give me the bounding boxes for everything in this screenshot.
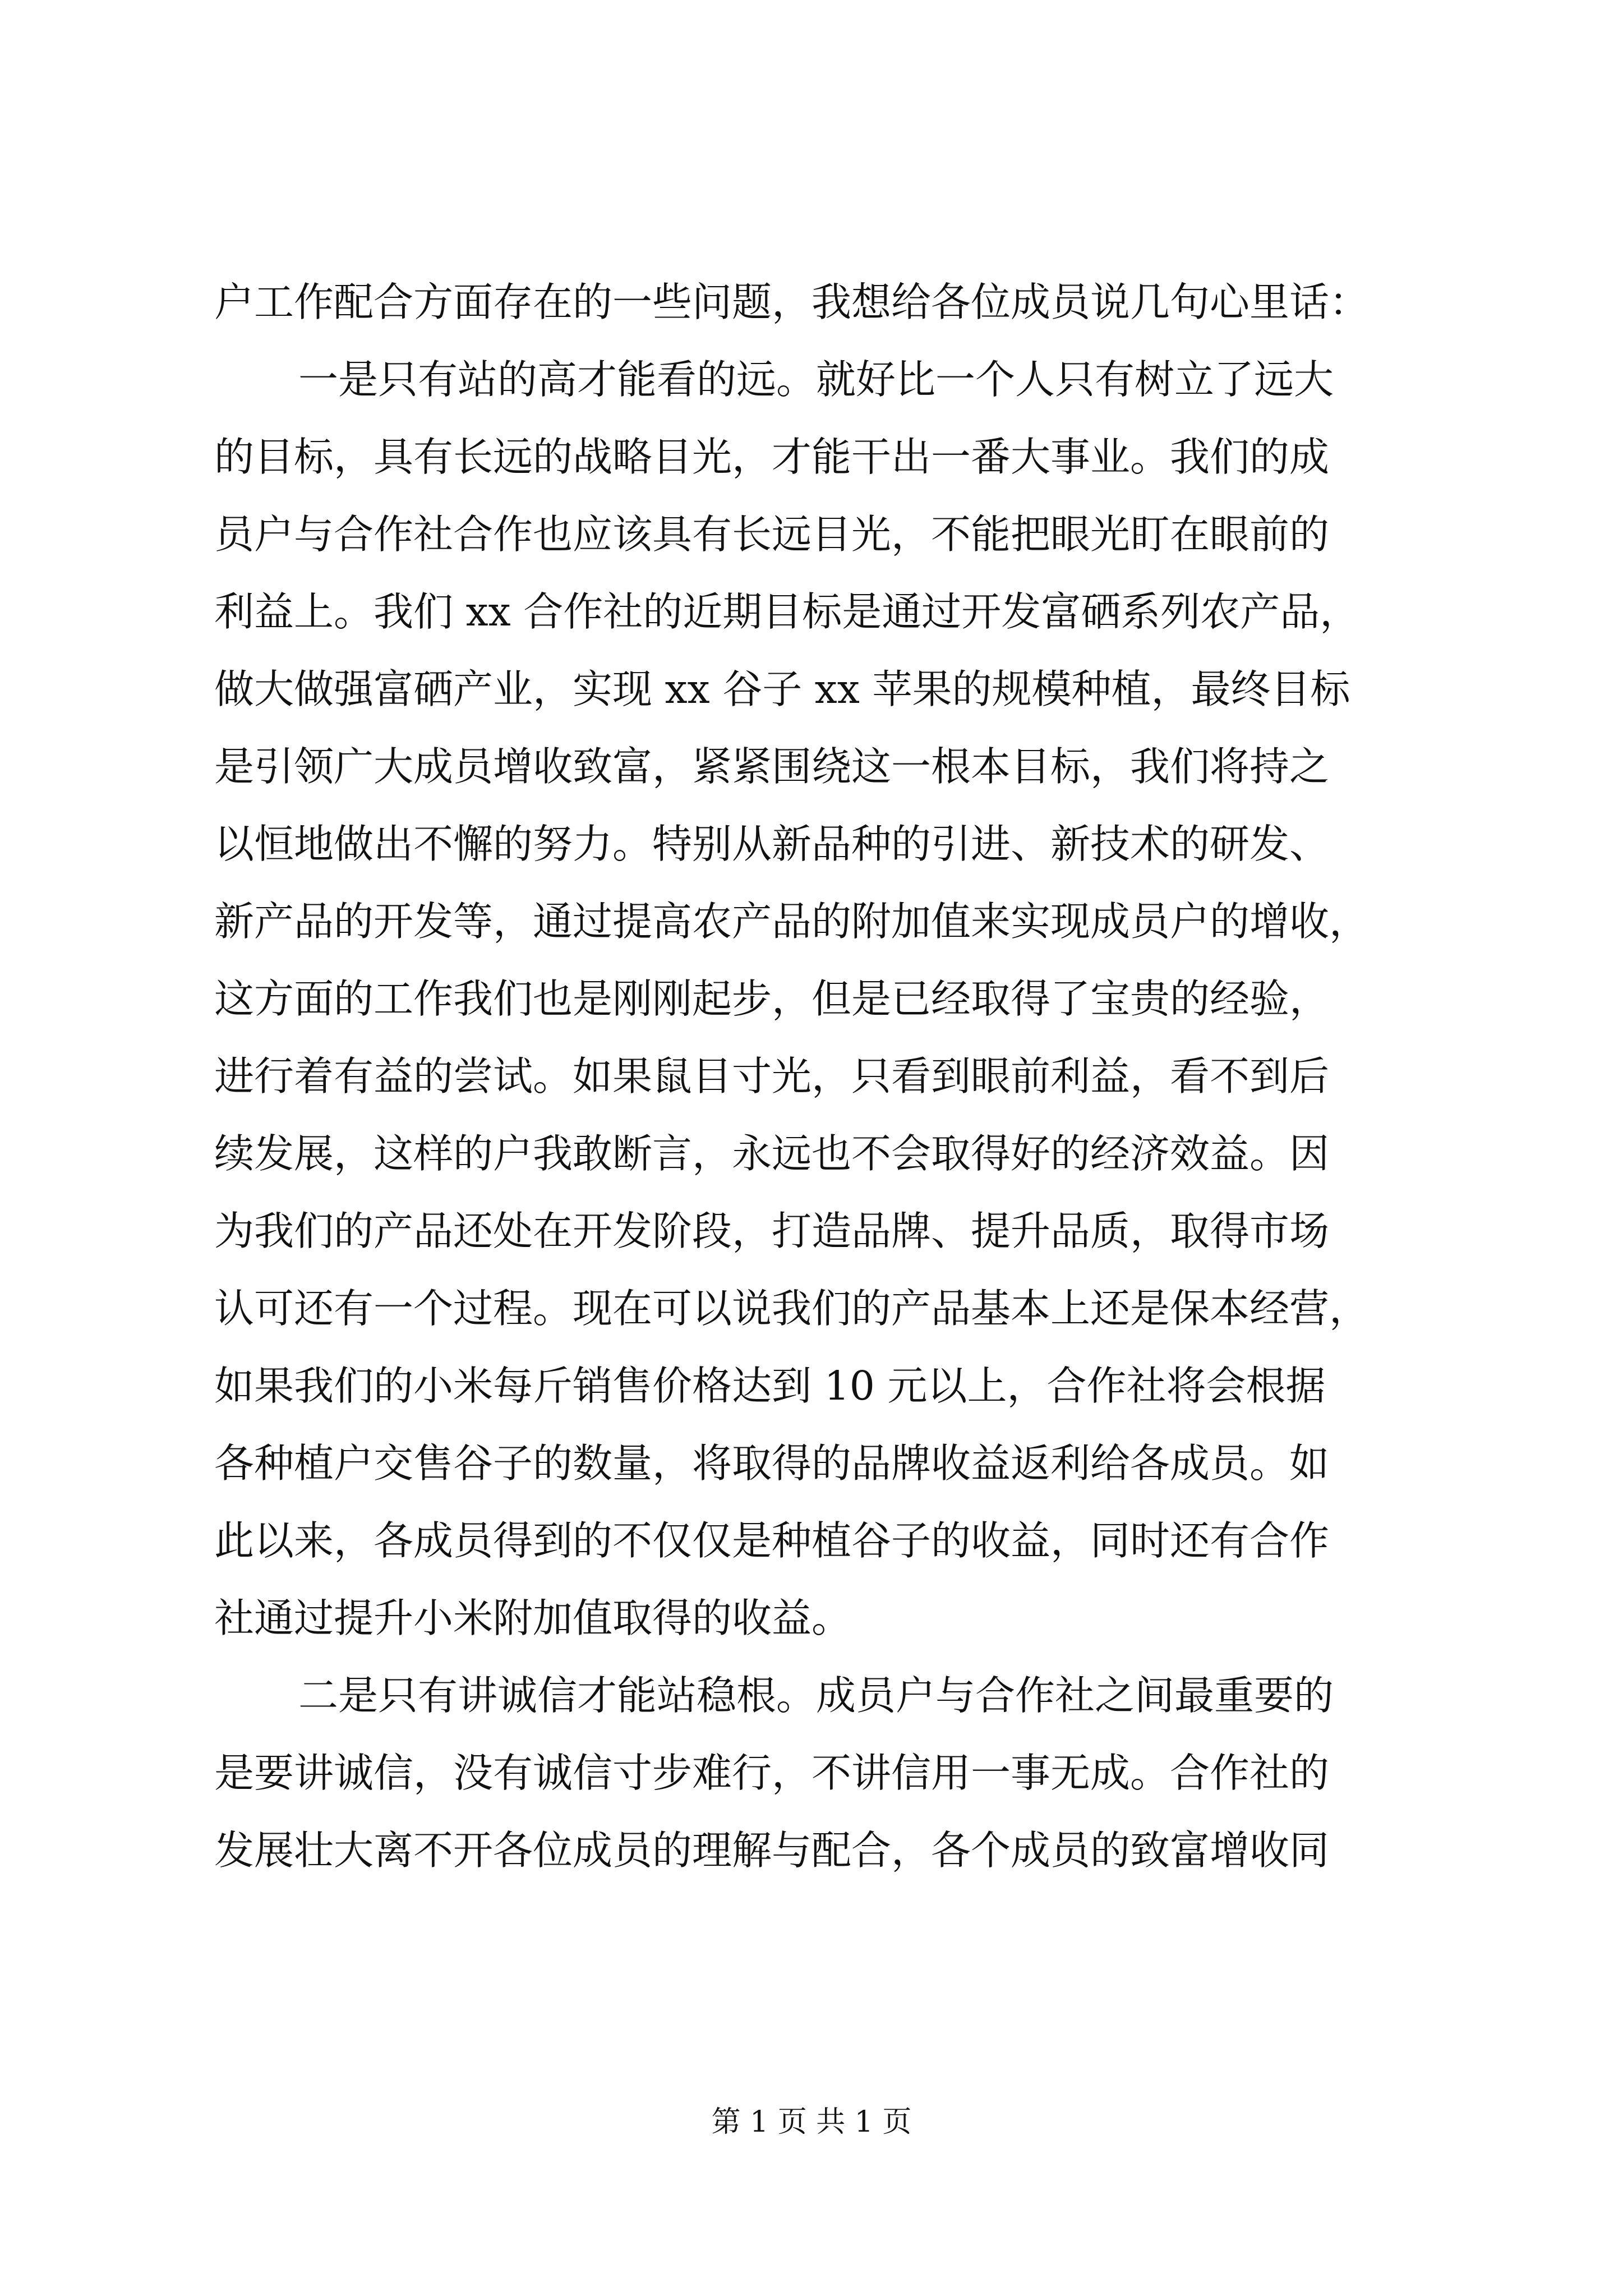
text-line: 是要讲诚信，没有诚信寸步难行，不讲信用一事无成。合作社的 [214,1750,1330,1796]
text-line: 新产品的开发等，通过提高农产品的附加值来实现成员户的增收， [214,898,1370,945]
text-line: 做大做强富硒产业，实现 xx 谷子 xx 苹果的规模种植，最终目标 [214,666,1350,712]
text-line: 各种植户交售谷子的数量，将取得的品牌收益返利给各成员。如 [214,1440,1330,1487]
text-line: 以恒地做出不懈的努力。特别从新品种的引进、新技术的研发、 [214,821,1330,867]
paragraph-start: 一是只有站的高才能看的远。就好比一个人只有树立了远大 [298,356,1334,403]
text-line: 发展壮大离不开各位成员的理解与配合，各个成员的致富增收同 [214,1827,1330,1874]
text-line: 是引领广大成员增收致富，紧紧围绕这一根本目标，我们将持之 [214,743,1330,790]
text-line: 这方面的工作我们也是刚刚起步，但是已经取得了宝贵的经验， [214,976,1330,1022]
page-number-footer: 第 1 页 共 1 页 [711,2105,912,2139]
text-line: 此以来，各成员得到的不仅仅是种植谷子的收益，同时还有合作 [214,1517,1330,1564]
text-line: 员户与合作社合作也应该具有长远目光，不能把眼光盯在眼前的 [214,511,1330,558]
text-line: 续发展，这样的户我敢断言，永远也不会取得好的经济效益。因 [214,1130,1330,1177]
text-line: 利益上。我们 xx 合作社的近期目标是通过开发富硒系列农产品， [214,588,1360,635]
text-line: 认可还有一个过程。现在可以说我们的产品基本上还是保本经营， [214,1285,1370,1332]
text-line: 的目标，具有长远的战略目光，才能干出一番大事业。我们的成 [214,434,1330,480]
document-body [214,264,1409,1889]
text-line: 进行着有益的尝试。如果鼠目寸光，只看到眼前利益，看不到后 [214,1053,1330,1099]
text-line: 如果我们的小米每斤销售价格达到 10 元以上，合作社将会根据 [214,1363,1326,1409]
paragraph-start: 二是只有讲诚信才能站稳根。成员户与合作社之间最重要的 [298,1672,1334,1719]
text-line: 户工作配合方面存在的一些问题，我想给各位成员说几句心里话： [214,279,1370,325]
text-line: 社通过提升小米附加值取得的收益。 [214,1595,852,1641]
text-line: 为我们的产品还处在开发阶段，打造品牌、提升品质，取得市场 [214,1208,1330,1254]
